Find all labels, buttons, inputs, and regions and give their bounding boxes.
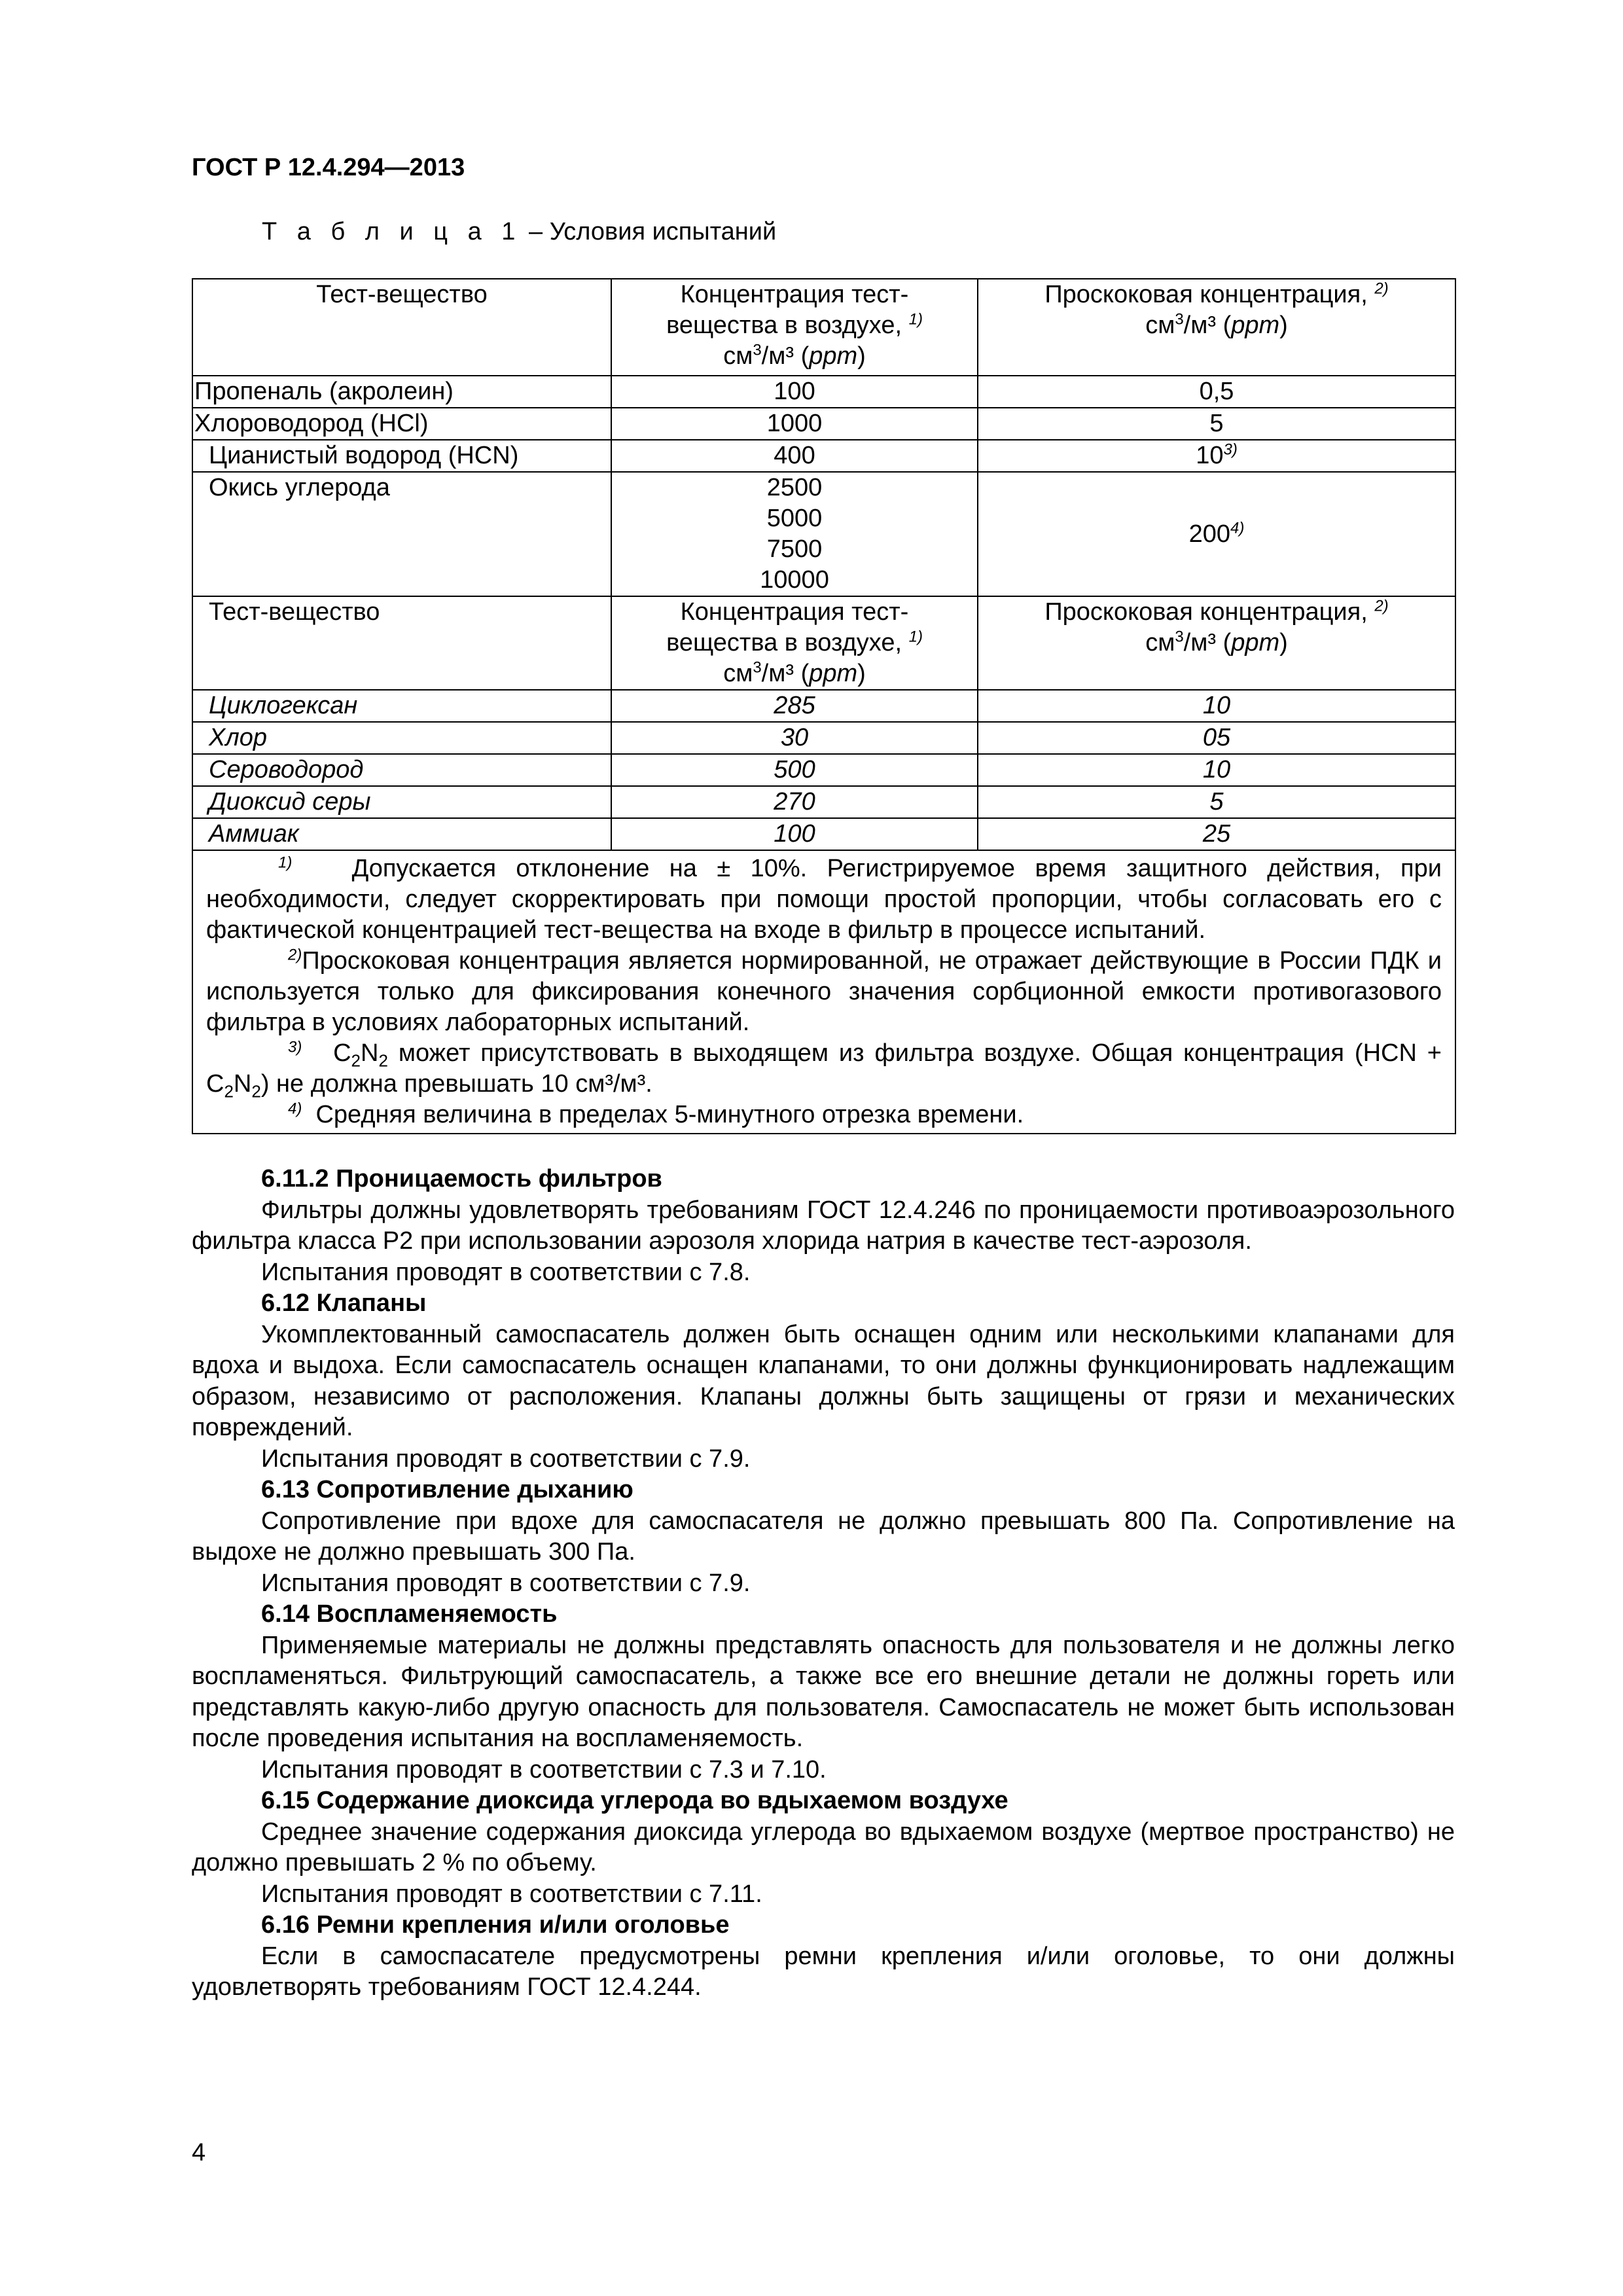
section-heading-6-11-2: 6.11.2 Проницаемость фильтров [261,1165,662,1193]
paragraph: Испытания проводят в соответствии с 7.9. [261,1569,751,1597]
cell-concentration: 285 [611,690,978,722]
table-subheader-row [192,596,1455,690]
cell-concentration: 30 [611,722,978,754]
cell-substance: Аммиак [192,818,611,850]
note-1: $^{1)}$ Допускается отклонение на ± 10%. Регистрируемое время защитного действия, при необходимости, следует скорректировать при помощи простой пропорции, чтобы согласовать его с фактической концентрацией тест-вещества на входе в фильтр в процессе испытаний. [206,853,1442,944]
table-caption-label: Т а б л и ц а 1 [262,218,522,245]
note-3: $^{3)}$ $C_2N_2$ может присутствовать в выходящем из фильтра воздухе. Общая концентрация $(HCN + C_2N_2)$ не должна превышать 10 см³/м³. [206,1038,1442,1102]
paragraph: Фильтры должны удовлетворять требованиям ГОСТ 12.4.246 по проницаемости противоаэрозольного фильтра класса Р2 при использовании аэрозоля хлорида натрия в качестве тест-аэрозоля. [192,1196,1455,1255]
cell-substance: Окись углерода [192,472,611,596]
table-row [192,376,1455,408]
cell-substance: Цианистый водород (HCN) [192,440,611,472]
cell-concentration: 400 [611,440,978,472]
page-number: 4 [192,2139,206,2166]
note-2: $^{2)}$Проскоковая концентрация является нормированной, не отражает действующие в России ПДК и используется только для фиксирования конечного значения сорбционной емкости противогазового фильтра в условиях лабораторных испытаний. [206,946,1442,1036]
table-row [192,722,1455,754]
table-row [192,818,1455,850]
header-breakthrough: Проскоковая концентрация, $^{2)}$ $см^3/м^3$ (ppm) [978,279,1455,376]
section-heading-6-15: 6.15 Содержание диоксида углерода во вдыхаемом воздухе [261,1787,1008,1814]
table-notes-row [192,850,1455,1134]
paragraph: Испытания проводят в соответствии с 7.3 и 7.10. [261,1755,827,1784]
test-conditions-table [192,278,1456,1134]
cell-concentration: 100 [611,818,978,850]
header-concentration: Концентрация тест- вещества в воздухе, $^{1)}$ $см^3/м^3$ (ppm) [611,279,978,376]
footnote-ref-2: 2) [1374,279,1389,298]
note-4: $^{4)}$ Средняя величина в пределах 5-минутного отрезка времени. [288,1100,1024,1128]
cell-breakthrough: 0,5 [978,376,1455,408]
document-header: ГОСТ Р 12.4.294—2013 [192,154,465,181]
table-row [192,408,1455,440]
cell-concentration: 500 [611,754,978,786]
table-notes [192,850,1455,1134]
cell-concentration: 270 [611,786,978,818]
paragraph: Испытания проводят в соответствии с 7.8. [261,1258,751,1286]
paragraph: Сопротивление при вдохе для самоспасателя не должно превышать 800 Па. Сопротивление на выдохе не должно превышать 300 Па. [192,1507,1455,1566]
cell-concentration: 1000 [611,408,978,440]
header-breakthrough: Проскоковая концентрация, $^{2)}$ $см^3/м^3$ (ppm) [978,596,1455,690]
footnote-ref-3: 3) [1223,440,1238,459]
cell-breakthrough: 25 [978,818,1455,850]
section-heading-6-16: 6.16 Ремни крепления и/или оголовье [261,1911,730,1939]
paragraph: Если в самоспасателе предусмотрены ремни крепления и/или оголовье, то они должны удовлетворять требованиям ГОСТ 12.4.244. [192,1942,1455,2001]
footnote-ref-1: 1) [908,310,923,329]
table-caption [262,216,776,247]
paragraph: Испытания проводят в соответствии с 7.11. [261,1880,762,1908]
cell-breakthrough: 10 [978,754,1455,786]
paragraph: Испытания проводят в соответствии с 7.9. [261,1444,751,1473]
paragraph: Применяемые материалы не должны представлять опасность для пользователя и не должны легко воспламеняться. Фильтрующий самоспасатель, а также все его внешние детали не должны гореть или представлять какую-либо другую опасность для пользователя. Самоспасатель не может быть использован после проведения испытания на воспламеняемость. [192,1631,1455,1752]
cell-concentration-list: 2500 5000 7500 10000 [611,472,978,596]
cell-breakthrough: 10$^{3)}$ [978,440,1455,472]
cell-substance: Пропеналь (акролеин) [192,376,611,408]
cell-substance: Сероводород [192,754,611,786]
section-heading-6-14: 6.14 Воспламеняемость [261,1600,558,1628]
cell-breakthrough: 10 [978,690,1455,722]
cell-concentration: 100 [611,376,978,408]
footnote-ref-4: 4) [1230,518,1245,537]
table-row-co [192,472,1455,596]
cell-substance: Циклогексан [192,690,611,722]
paragraph: Среднее значение содержания диоксида углерода во вдыхаемом воздухе (мертвое пространство) не должно превышать 2 % по объему. [192,1818,1455,1876]
header-substance: Тест-вещество [192,279,611,376]
header-concentration: Концентрация тест- вещества в воздухе, $^{1)}$ $см^3/м^3$ (ppm) [611,596,978,690]
table-header-row [192,279,1455,376]
document-body [192,1164,1455,2003]
paragraph: Укомплектованный самоспасатель должен быть оснащен одним или несколькими клапанами для вдоха и выдоха. Если самоспасатель оснащен клапанами, то они должны функционировать надлежащим образом, независимо от расположения. Клапаны должны быть защищены от грязи и механических повреждений. [192,1320,1455,1441]
header-substance: Тест-вещество [192,596,611,690]
cell-breakthrough: 5 [978,786,1455,818]
cell-substance: Хлороводород (HCl) [192,408,611,440]
table-row [192,754,1455,786]
table-row [192,690,1455,722]
cell-substance: Хлор [192,722,611,754]
cell-breakthrough: 200$^{4)}$ [978,472,1455,596]
table-row [192,786,1455,818]
cell-breakthrough: 05 [978,722,1455,754]
table-row [192,440,1455,472]
section-heading-6-12: 6.12 Клапаны [261,1289,427,1317]
cell-breakthrough: 5 [978,408,1455,440]
cell-substance: Диоксид серы [192,786,611,818]
table-caption-title: – Условия испытаний [522,218,777,245]
section-heading-6-13: 6.13 Сопротивление дыханию [261,1476,633,1503]
